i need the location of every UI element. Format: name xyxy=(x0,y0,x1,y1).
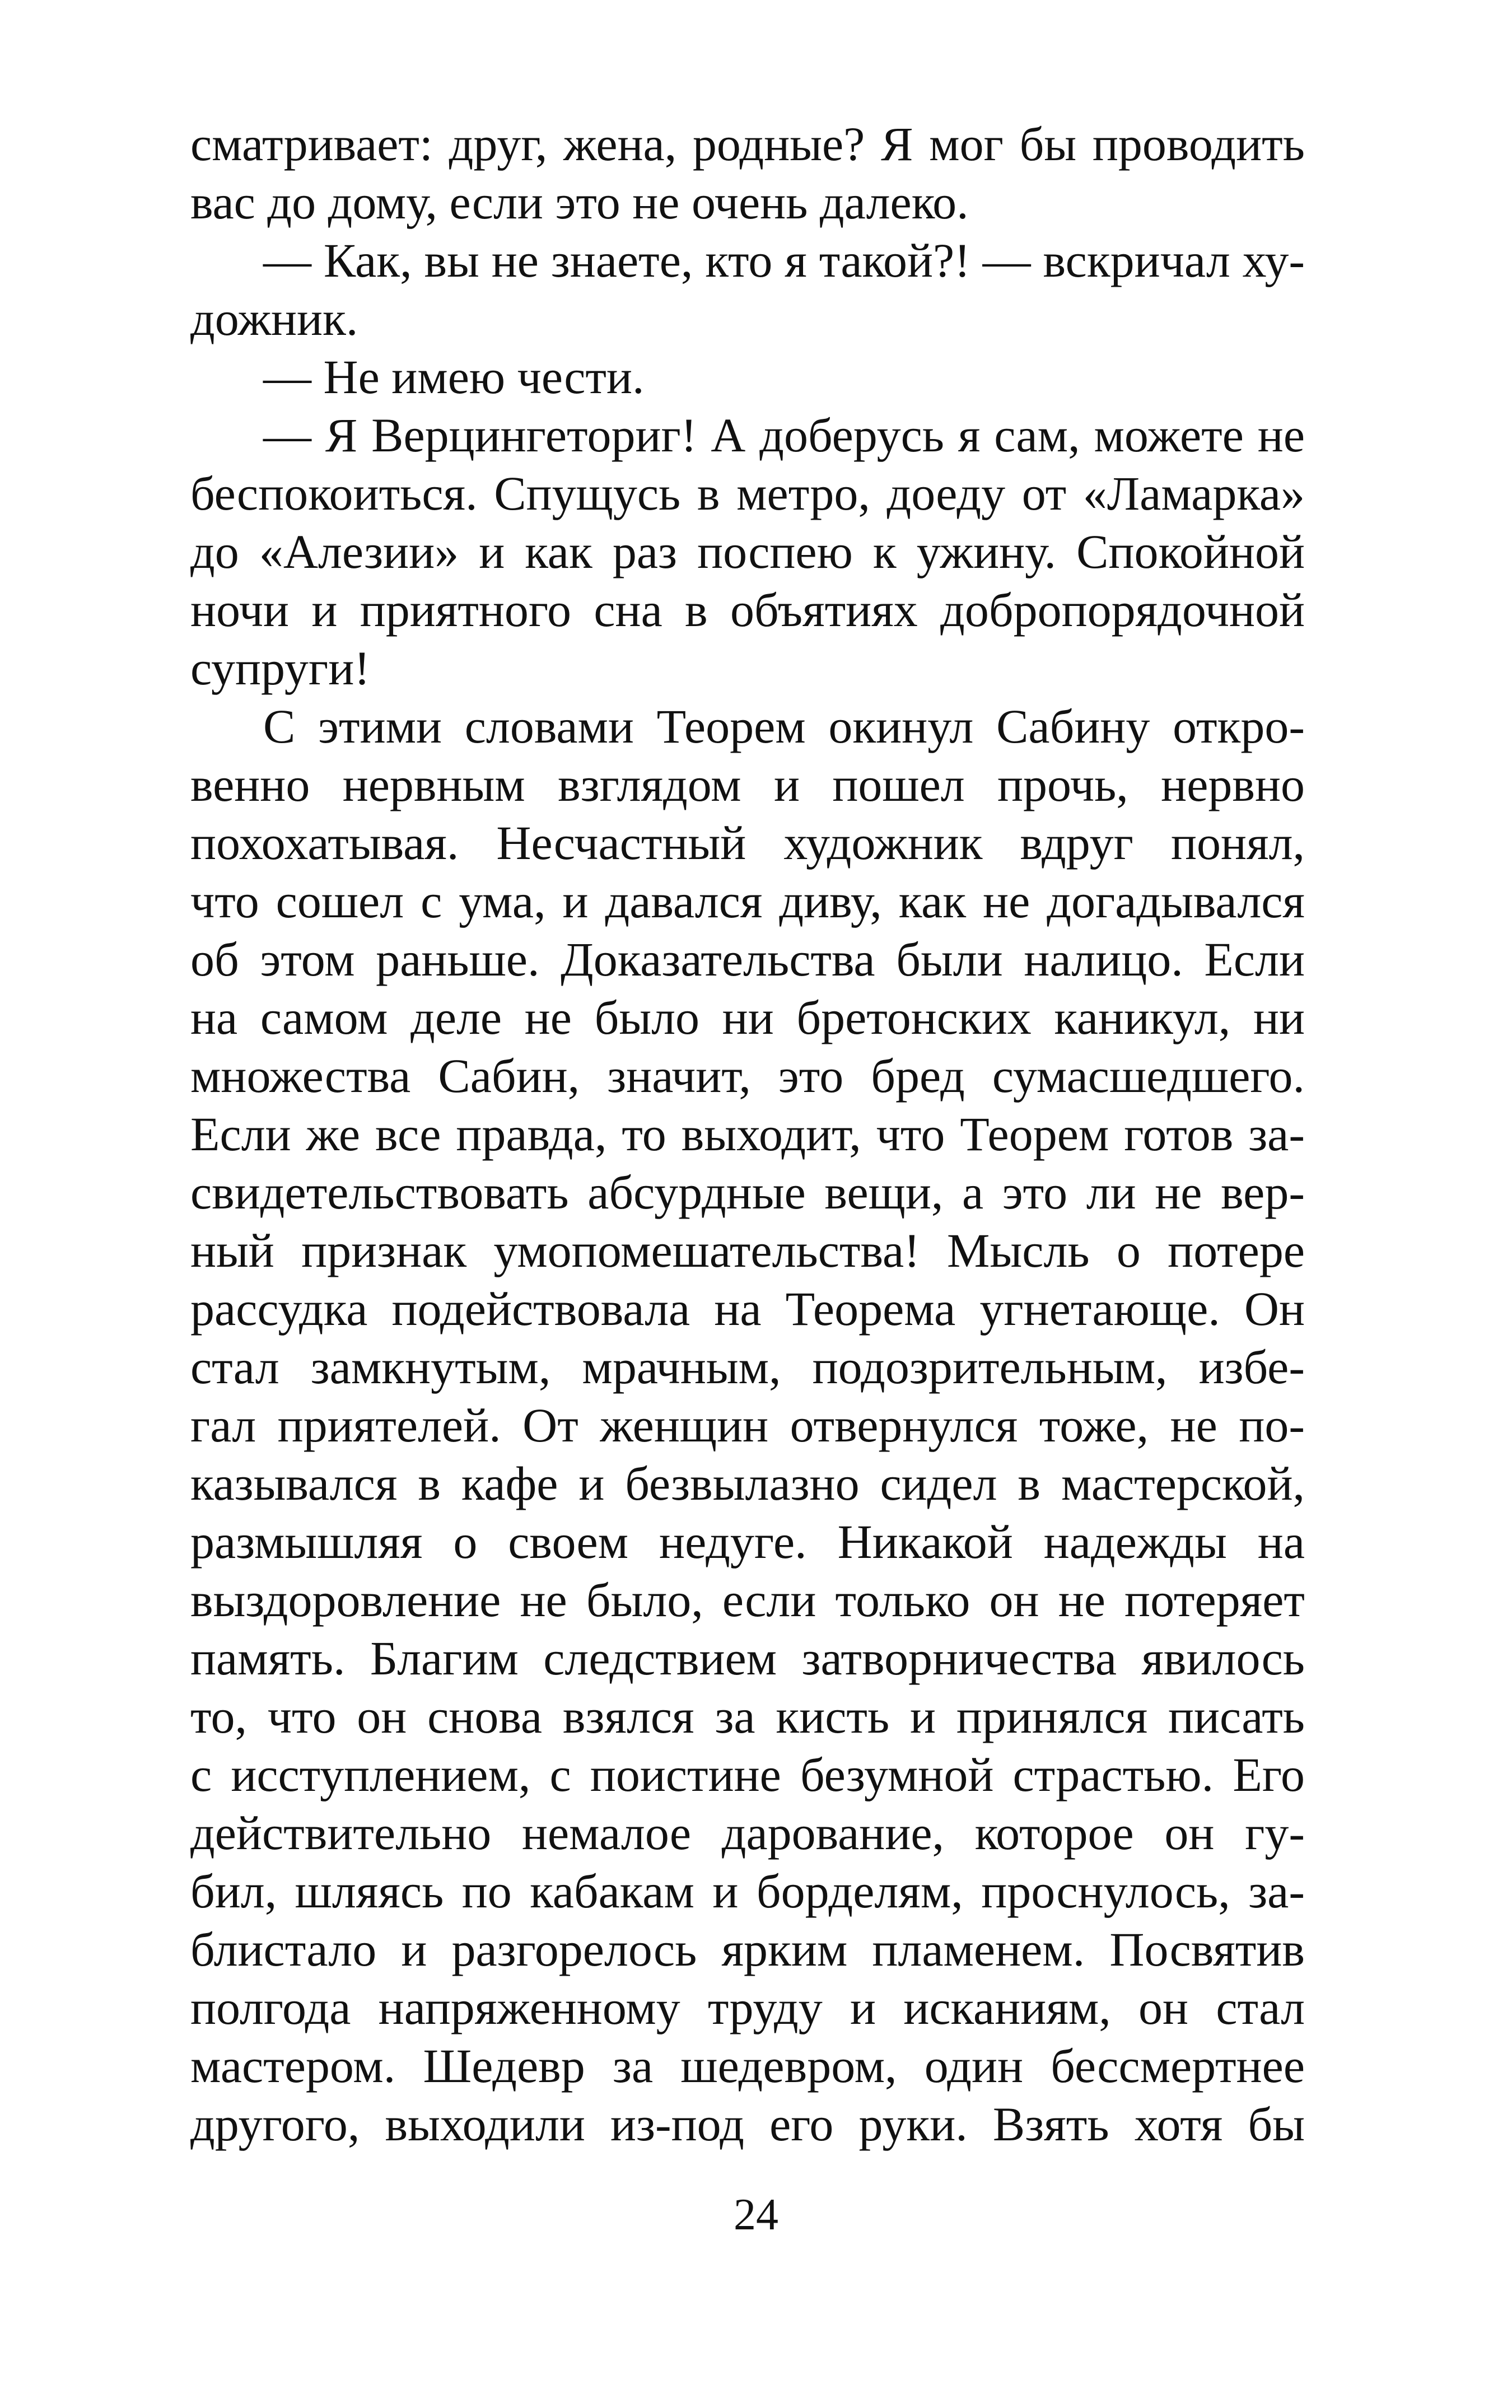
text-line: — Я Верцингеториг! А доберусь я сам, можете не xyxy=(263,408,1305,462)
text-line: множества Сабин, значит, это бред сумасшедшего. xyxy=(190,1049,1305,1103)
text-line: другого, выходили из-под его руки. Взять хотя бы xyxy=(190,2097,1305,2151)
text-line: ночи и приятного сна в объятиях добропорядочной xyxy=(190,583,1305,637)
text-line: дожник. xyxy=(190,292,358,346)
text-line: — Как, вы не знаете, кто я такой?! — вскричал ху- xyxy=(263,234,1305,287)
text-line: полгода напряженному труду и исканиям, он стал xyxy=(190,1981,1305,2034)
text-line: на самом деле не было ни бретонских каникул, ни xyxy=(190,991,1305,1044)
text-line: беспокоиться. Спущусь в метро, доеду от «Ламарка» xyxy=(190,466,1305,520)
body-text xyxy=(190,115,1305,2153)
text-line: мастером. Шедевр за шедевром, один бессмертнее xyxy=(190,2039,1305,2093)
text-line: стал замкнутым, мрачным, подозрительным, избе- xyxy=(190,1340,1305,1394)
text-line: до «Алезии» и как раз поспею к ужину. Спокойной xyxy=(190,525,1305,578)
text-line: свидетельствовать абсурдные вещи, а это ли не вер- xyxy=(190,1165,1305,1219)
text-line: память. Благим следствием затворничества явилось xyxy=(190,1631,1305,1685)
text-line: венно нервным взглядом и пошел прочь, нервно xyxy=(190,758,1305,811)
text-line: блистало и разгорелось ярким пламенем. Посвятив xyxy=(190,1922,1305,1976)
text-line: супруги! xyxy=(190,641,370,695)
text-line: гал приятелей. От женщин отвернулся тоже, не по- xyxy=(190,1398,1305,1452)
text-line: размышляя о своем недуге. Никакой надежды на xyxy=(190,1515,1305,1569)
text-line: то, что он снова взялся за кисть и принялся писать xyxy=(190,1690,1305,1743)
text-line: сматривает: друг, жена, родные? Я мог бы проводить xyxy=(190,117,1305,171)
text-line: вас до дому, если это не очень далеко. xyxy=(190,175,969,229)
text-line: действительно немалое дарование, которое он гу- xyxy=(190,1806,1305,1860)
text-line: с исступлением, с поистине безумной страстью. Его xyxy=(190,1748,1305,1802)
text-line: выздоровление не было, если только он не потеряет xyxy=(190,1573,1305,1627)
text-line: похохатывая. Несчастный художник вдруг понял, xyxy=(190,816,1305,870)
page-number: 24 xyxy=(734,2190,778,2239)
text-line: казывался в кафе и безвылазно сидел в мастерской, xyxy=(190,1457,1305,1510)
text-line: бил, шляясь по кабакам и борделям, проснулось, за- xyxy=(190,1864,1305,1918)
text-line: что сошел с ума, и давался диву, как не догадывался xyxy=(190,874,1305,928)
text-line: С этими словами Теорем окинул Сабину откро- xyxy=(263,699,1305,753)
text-line: — Не имею чести. xyxy=(263,350,645,404)
text-line: об этом раньше. Доказательства были налицо. Если xyxy=(190,932,1305,986)
text-line: Если же все правда, то выходит, что Теорем готов за- xyxy=(190,1107,1305,1161)
text-line: рассудка подействовала на Теорема угнетающе. Он xyxy=(190,1282,1305,1336)
text-line: ный признак умопомешательства! Мысль о потере xyxy=(190,1224,1305,1277)
